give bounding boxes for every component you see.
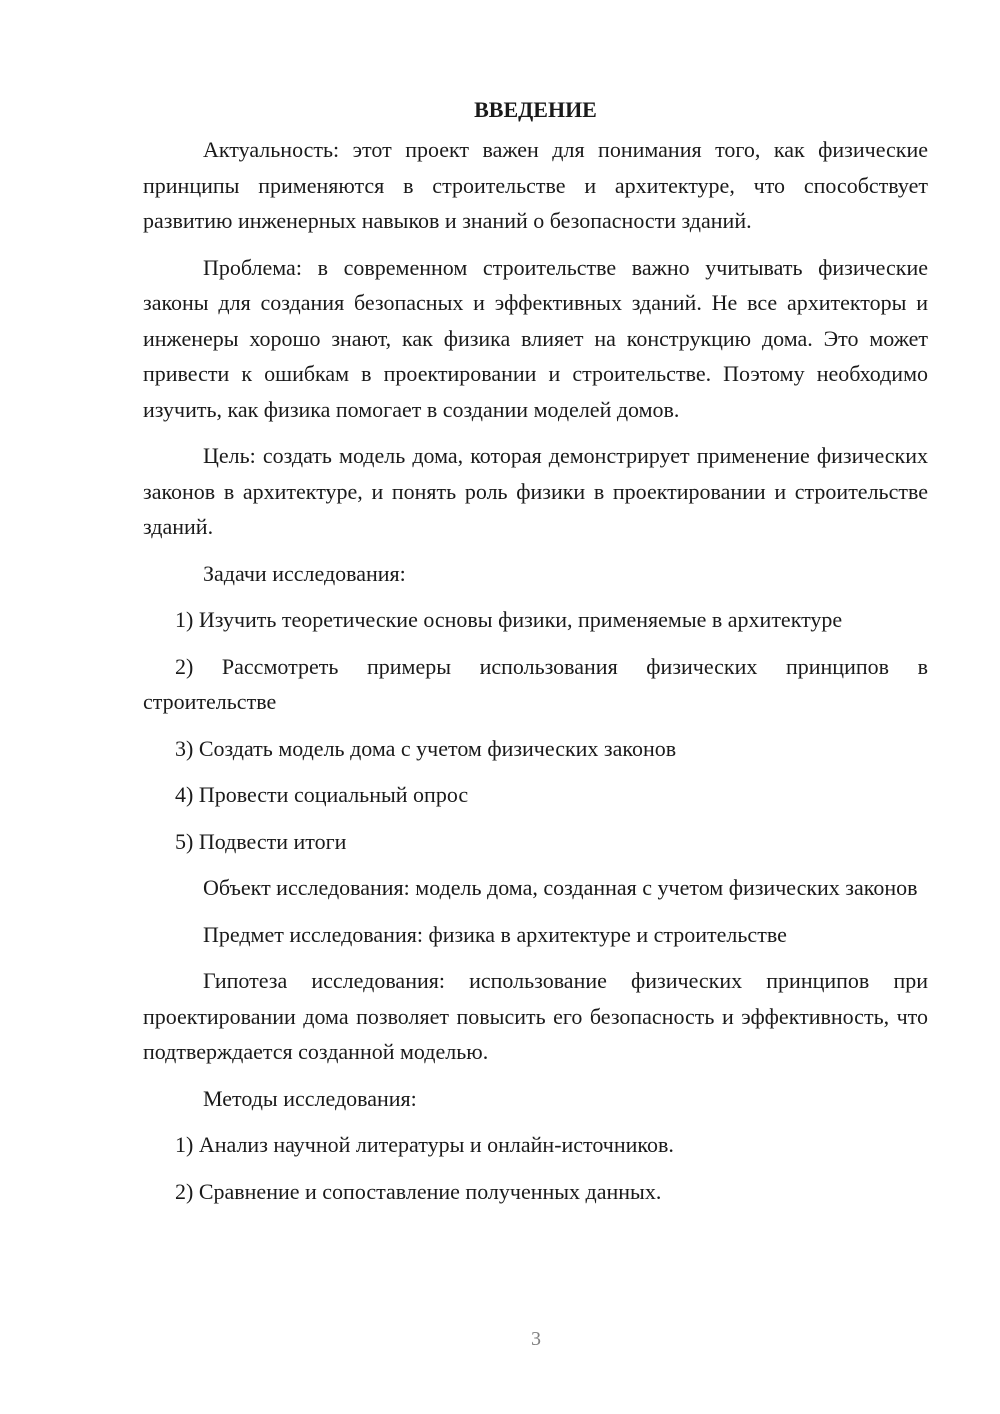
relevance-paragraph: Актуальность: этот проект важен для понимания того, как физические принципы применяются в строительстве и архитектуре, что способствует развитию инженерных навыков и знаний о безопасности зданий. bbox=[143, 137, 928, 233]
task-item-1: 1) Изучить теоретические основы физики, применяемые в архитектуре bbox=[175, 607, 843, 632]
hypothesis-paragraph: Гипотеза исследования: использование физических принципов при проектировании дома позволяет повысить его безопасность и эффективность, что подтверждается созданной моделью. bbox=[143, 968, 928, 1064]
subject-paragraph: Предмет исследования: физика в архитектуре и строительстве bbox=[203, 921, 787, 947]
page-number: 3 bbox=[531, 1328, 541, 1350]
method-item-2: 2) Сравнение и сопоставление полученных данных. bbox=[175, 1178, 662, 1204]
task-item-4: 4) Провести социальный опрос bbox=[175, 782, 469, 807]
methods-title: Методы исследования: bbox=[203, 1085, 417, 1111]
task-item-2: 2) Рассмотреть примеры использования физических принципов в строительстве bbox=[143, 653, 928, 714]
method-item-1: 1) Анализ научной литературы и онлайн-источников. bbox=[175, 1132, 674, 1157]
task-item-3: 3) Создать модель дома с учетом физических законов bbox=[175, 735, 677, 761]
section-heading: ВВЕДЕНИЕ bbox=[474, 97, 597, 122]
object-paragraph: Объект исследования: модель дома, созданная с учетом физических законов bbox=[203, 875, 918, 900]
document-page bbox=[143, 92, 928, 1220]
task-item-5: 5) Подвести итоги bbox=[175, 828, 347, 854]
problem-paragraph: Проблема: в современном строительстве важно учитывать физические законы для создания безопасных и эффективных зданий. Не все архитекторы и инженеры хорошо знают, как физика влияет на конструкцию дома. Это может привести к ошибкам в проектировании и строительстве. Поэтому необходимо изучить, как физика помогает в создании моделей домов. bbox=[143, 254, 928, 422]
tasks-title: Задачи исследования: bbox=[203, 560, 406, 586]
goal-paragraph: Цель: создать модель дома, которая демонстрирует применение физических законов в архитектуре, и понять роль физики в проектировании и строительстве зданий. bbox=[143, 443, 928, 539]
